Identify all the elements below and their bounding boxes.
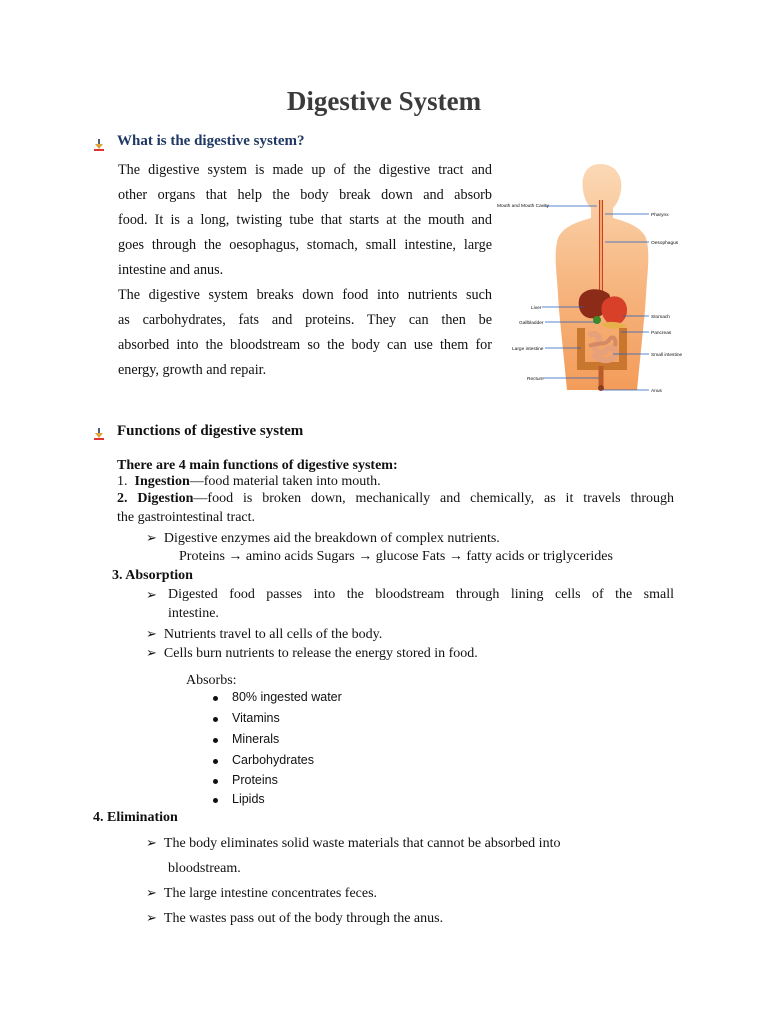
absorption-point-1: ➢ Digested food passes into the bloodstream through lining cells of the small intestine.	[146, 587, 674, 621]
function-ingestion: 1. Ingestion—food material taken into mouth.	[117, 474, 381, 489]
label-pancreas: Pancreas	[651, 331, 672, 336]
para-line: The digestive system breaks down food into nutrients such	[118, 287, 492, 303]
digestion-point-1: ➢ Digestive enzymes aid the breakdown of complex nutrients.	[146, 530, 500, 546]
list-item: Lipids	[210, 792, 510, 811]
arrow-bullet-icon: ➢	[146, 587, 157, 602]
label-pharynx: Pharynx	[651, 213, 669, 218]
label-liver: Liver	[531, 306, 542, 311]
label-large-intestine: Large intestine	[512, 347, 544, 352]
label-oesophagus: Oesophagus	[651, 241, 679, 246]
digestion-detail: Proteins → amino acids Sugars → glucose Fats → fatty acids or triglycerides	[179, 549, 613, 564]
para-line: intestine and anus.	[118, 262, 224, 278]
absorbs-list	[210, 690, 510, 811]
label-rectum: Rectum	[527, 377, 544, 382]
list-item: Proteins	[210, 773, 510, 792]
bullet-arrow-icon	[92, 138, 106, 152]
elimination-point-1: ➢ The body eliminates solid waste materials that cannot be absorbed into bloodstream.	[146, 835, 561, 876]
arrow-bullet-icon: ➢	[146, 645, 157, 660]
digestive-system-diagram	[497, 160, 687, 400]
intro-paragraph-1	[118, 158, 492, 283]
para-line: food. It is a long, twisting tube that starts at the mouth and	[118, 212, 492, 228]
list-item: Vitamins	[210, 711, 510, 732]
list-item: Carbohydrates	[210, 753, 510, 773]
para-line: energy, growth and repair.	[118, 362, 267, 378]
section-heading-what: What is the digestive system?	[117, 133, 305, 149]
function-digestion-cont: the gastrointestinal tract.	[117, 510, 256, 525]
para-line: other organs that help the body break down and absorb	[118, 187, 492, 203]
para-line: as carbohydrates, fats and proteins. They can then be	[118, 312, 492, 328]
para-line: absorbed into the bloodstream so the body can use them for	[118, 337, 492, 353]
page-title: Digestive System	[286, 86, 482, 116]
absorption-point-3: ➢ Cells burn nutrients to release the energy stored in food.	[146, 645, 478, 661]
elimination-point-2: ➢ The large intestine concentrates feces.	[146, 885, 378, 901]
absorbs-label: Absorbs:	[186, 673, 237, 688]
label-gallbladder: Gallbladder	[519, 321, 544, 326]
function-digestion: 2. Digestion—food is broken down, mechanically and chemically, as it travels through	[117, 491, 674, 506]
elimination-point-3: ➢ The wastes pass out of the body through the anus.	[146, 910, 444, 926]
bullet-arrow-icon	[92, 427, 106, 441]
arrow-bullet-icon: ➢	[146, 626, 157, 641]
para-line: goes through the oesophagus, stomach, small intestine, large	[118, 237, 492, 253]
para-line: The digestive system is made up of the digestive tract and	[118, 162, 492, 178]
arrow-bullet-icon: ➢	[146, 910, 157, 925]
label-anus: Anus	[651, 389, 662, 394]
label-stomach: Stomach	[651, 315, 670, 320]
list-item: Minerals	[210, 732, 510, 753]
label-mouth: Mouth and Mouth Cavity	[497, 204, 549, 209]
arrow-bullet-icon: ➢	[146, 530, 157, 545]
arrow-bullet-icon: ➢	[146, 885, 157, 900]
intro-paragraph-2	[118, 283, 492, 383]
absorption-point-2: ➢ Nutrients travel to all cells of the body.	[146, 626, 383, 642]
arrow-bullet-icon: ➢	[146, 835, 157, 850]
function-elimination: 4. Elimination	[93, 810, 178, 825]
list-item: 80% ingested water	[210, 690, 510, 711]
function-absorption: 3. Absorption	[112, 568, 193, 583]
label-small-intestine: Small intestine	[651, 353, 683, 358]
section-heading-functions: Functions of digestive system	[117, 423, 304, 439]
functions-intro: There are 4 main functions of digestive system:	[117, 458, 398, 473]
